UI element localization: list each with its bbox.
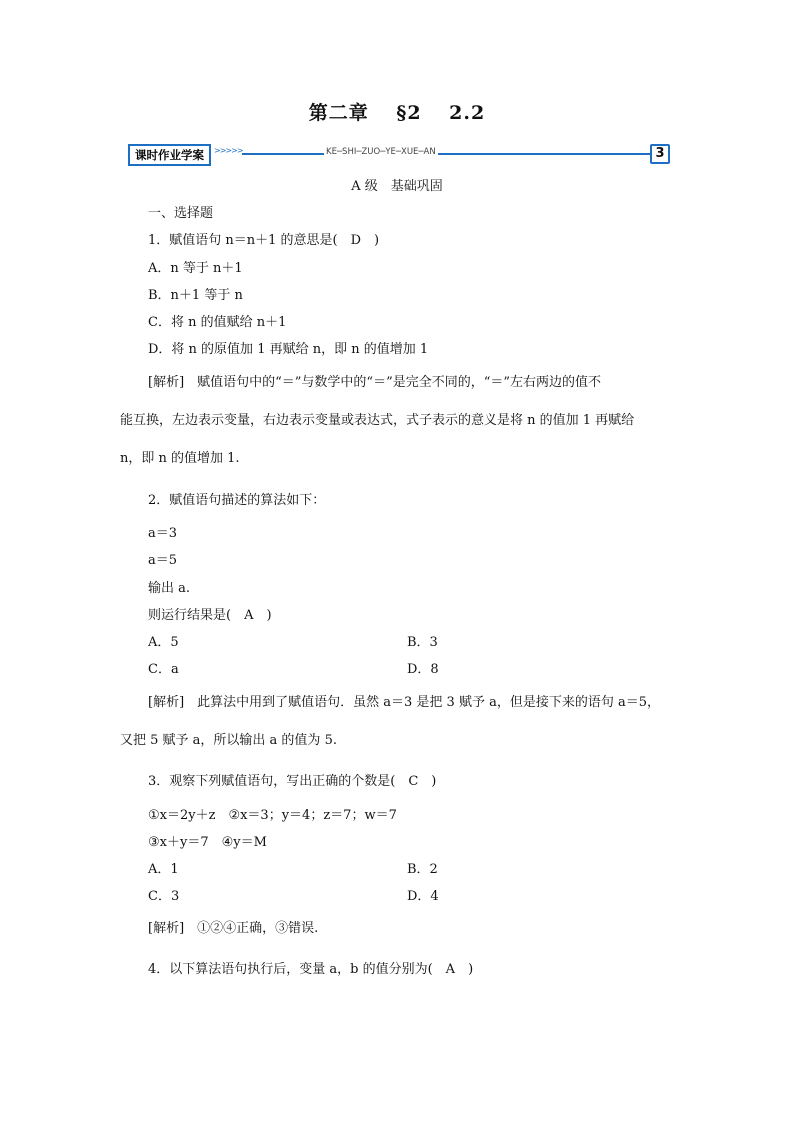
q2-stem: 2．赋值语句描述的算法如下： <box>148 493 326 508</box>
page-title <box>0 98 794 125</box>
q3-option-b: B．2 <box>407 862 438 877</box>
banner-label: 课时作业学案 <box>128 144 211 166</box>
level-heading: A 级 基础巩固 <box>351 179 443 194</box>
q3-option-c: C．3 <box>148 889 180 904</box>
subsection-title: 2.2 <box>449 102 486 124</box>
banner-pinyin: KE─SHI─ZUO─YE─XUE─AN <box>326 147 436 157</box>
q2-code-line-2: a＝5 <box>148 553 178 568</box>
q2-code-line-3: 输出 a. <box>148 581 191 596</box>
q1-option-c: C．将 n 的值赋给 n＋1 <box>148 315 287 330</box>
q1-option-d: D．将 n 的原值加 1 再赋给 n，即 n 的值增加 1 <box>148 342 429 357</box>
q1-stem: 1．赋值语句 n＝n＋1 的意思是( D ) <box>148 233 380 248</box>
banner-arrows-icon: >>>>> <box>214 146 243 155</box>
q3-option-d: D．4 <box>407 889 439 904</box>
chapter-title: 第二章 <box>308 102 369 124</box>
section-banner <box>124 143 672 165</box>
q4-stem: 4．以下算法语句执行后，变量 a，b 的值分别为( A ) <box>148 962 474 977</box>
q2-option-a: A．5 <box>148 635 179 650</box>
q1-option-b: B．n＋1 等于 n <box>148 288 243 303</box>
q3-option-a: A．1 <box>148 862 179 877</box>
q2-option-b: B．3 <box>407 635 438 650</box>
part-title: 一、选择题 <box>148 206 214 221</box>
q1-option-a: A．n 等于 n＋1 <box>148 261 243 276</box>
q2-option-d: D．8 <box>407 662 439 677</box>
q2-analysis-line-1: [解析] 此算法中用到了赋值语句．虽然 a＝3 是把 3 赋予 a，但是接下来的语句 a＝5， <box>148 695 661 710</box>
q2-code-line-1: a＝3 <box>148 526 178 541</box>
q2-analysis-line-2: 又把 5 赋予 a，所以输出 a 的值为 5. <box>120 733 337 748</box>
q3-stem: 3．观察下列赋值语句，写出正确的个数是( C ) <box>148 774 437 789</box>
q2-option-c: C．a <box>148 662 179 677</box>
q3-statements-line-2: ③x＋y＝7 ④y＝M <box>148 835 267 850</box>
banner-line <box>242 153 650 155</box>
q3-statements-line-1: ①x＝2y＋z ②x＝3；y＝4；z＝7；w＝7 <box>148 808 397 823</box>
section-title: §2 <box>396 102 422 124</box>
q1-analysis-line-2: 能互换，左边表示变量，右边表示变量或表达式，式子表示的意义是将 n 的值加 1 再赋给 <box>120 413 635 428</box>
q1-analysis-line-3: n，即 n 的值增加 1. <box>120 451 240 466</box>
q3-analysis: [解析] ①②④正确，③错误. <box>148 921 319 936</box>
banner-number-badge: 3 <box>650 144 670 164</box>
q1-analysis-line-1: [解析] 赋值语句中的“＝”与数学中的“＝”是完全不同的，“＝”左右两边的值不 <box>148 375 602 390</box>
q2-question: 则运行结果是( A ) <box>148 608 272 623</box>
